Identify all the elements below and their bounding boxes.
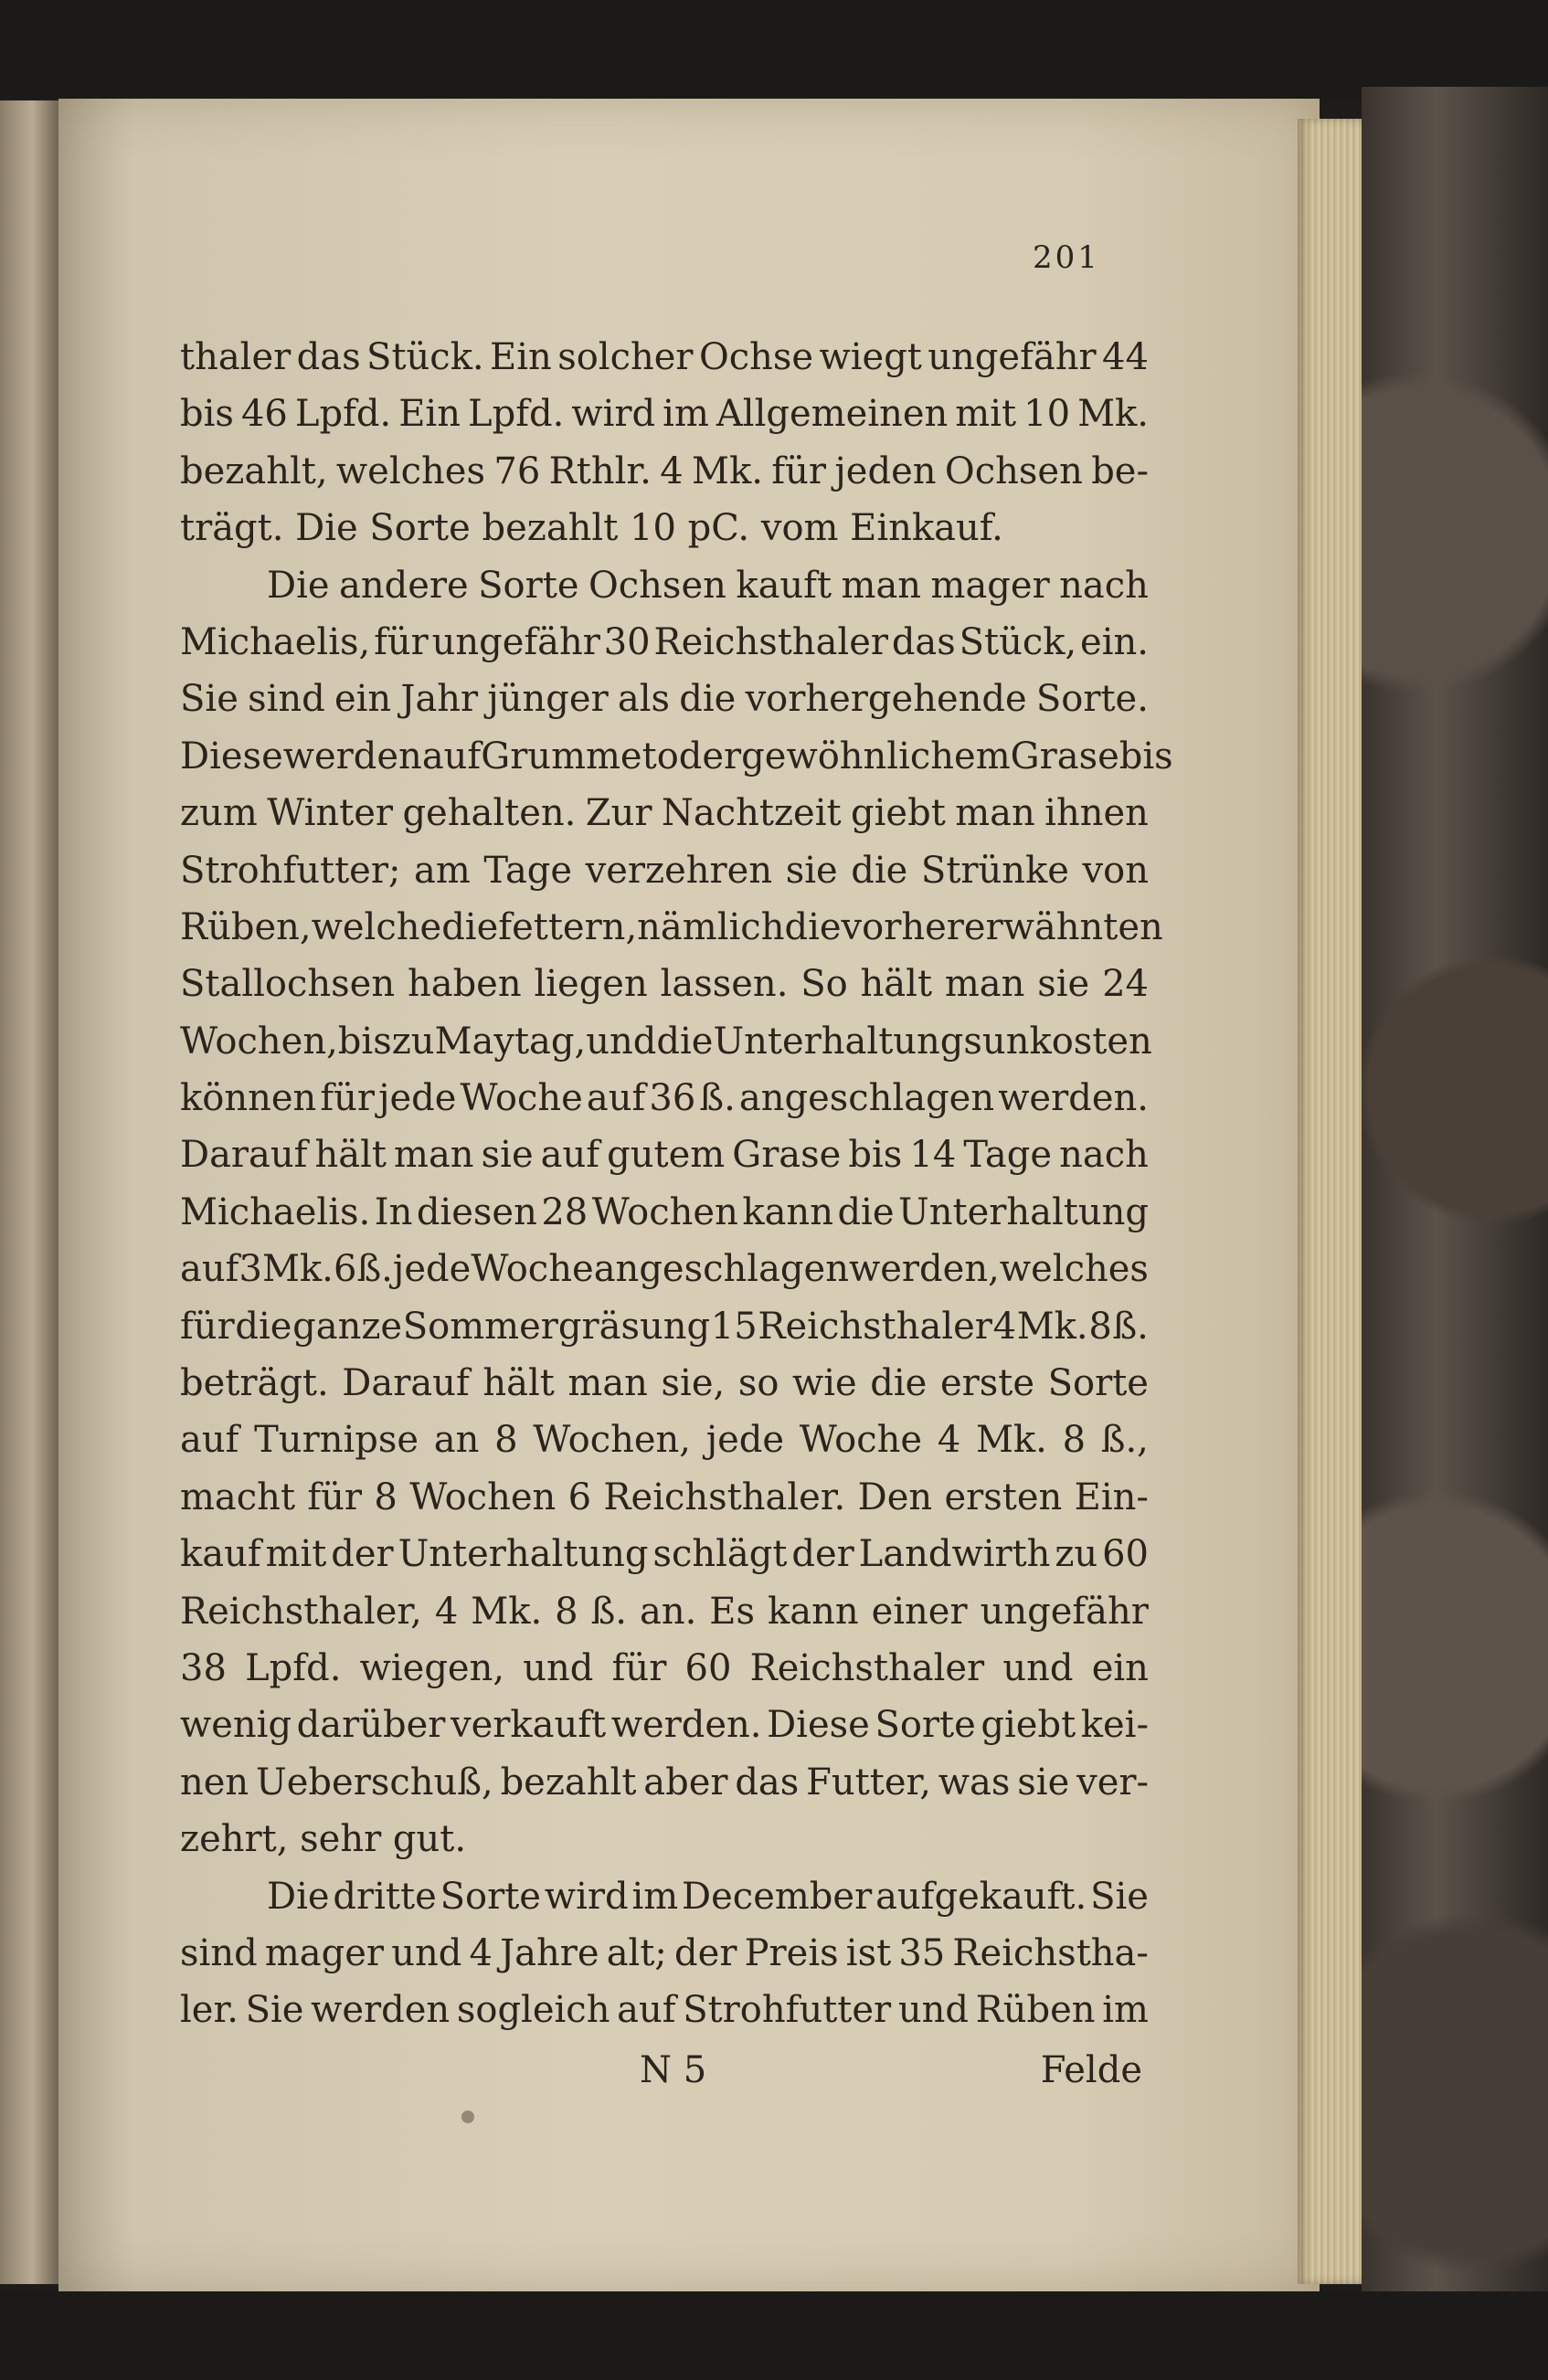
text-line: 38 Lpfd. wiegen, und für 60 Reichsthaler und ein [180, 1646, 1149, 1689]
marbled-cover [1362, 87, 1548, 2316]
text-line: für die ganze Sommergräsung 15 Reichsthaler 4 Mk. 8 ß. [180, 1305, 1149, 1348]
text-line: Reichsthaler, 4 Mk. 8 ß. an. Es kann einer ungefähr [180, 1590, 1149, 1633]
text-line: Strohfutter; am Tage verzehren sie die Strünke von [180, 849, 1149, 892]
text-line: thaler das Stück. Ein solcher Ochse wiegt ungefähr 44 [180, 336, 1149, 378]
text-line: Michaelis. In diesen 28 Wochen kann die Unterhaltung [180, 1190, 1149, 1233]
printer-signature: N 5 [640, 2049, 707, 2091]
text-line: Stallochsen haben liegen lassen. So hält man sie 24 [180, 963, 1149, 1006]
text-line: bezahlt, welches 76 Rthlr. 4 Mk. für jeden Ochsen be- [180, 450, 1149, 492]
page-block-edge [1298, 119, 1371, 2284]
text-line: beträgt. Darauf hält man sie, so wie die erste Sorte [180, 1362, 1149, 1405]
text-line: Wochen, bis zu Maytag, und die Unterhaltungsunkosten [180, 1020, 1152, 1063]
scan-background-top [0, 0, 1548, 99]
text-line: sind mager und 4 Jahre alt; der Preis ist 35 Reichstha- [180, 1931, 1149, 1974]
text-line: Die andere Sorte Ochsen kauft man mager nach [267, 564, 1149, 607]
ink-smudge [461, 2110, 474, 2123]
text-line: Die dritte Sorte wird im December aufgekauft. Sie [267, 1875, 1149, 1918]
text-line: Sie sind ein Jahr jünger als die vorhergehende Sorte. [180, 678, 1149, 721]
text-line: Rüben, welche die fettern, nämlich die vorhererwähnten [180, 905, 1163, 948]
footer-line [631, 2049, 1142, 2104]
scan-background-bottom [0, 2291, 1548, 2380]
text-line: Michaelis, für ungefähr 30 Reichsthaler das Stück, ein. [180, 620, 1149, 663]
text-line: zehrt, sehr gut. [180, 1818, 467, 1861]
text-line: bis 46 Lpfd. Ein Lpfd. wird im Allgemeinen mit 10 Mk. [180, 393, 1149, 436]
body-text [180, 329, 1173, 2039]
text-line: auf Turnipse an 8 Wochen, jede Woche 4 Mk. 8 ß., [180, 1419, 1149, 1462]
text-line: zum Winter gehalten. Zur Nachtzeit giebt man ihnen [180, 792, 1149, 835]
text-line: können für jede Woche auf 36 ß. angeschlagen werden. [180, 1077, 1149, 1120]
text-line: auf 3 Mk. 6 ß. jede Woche angeschlagen werden, welches [180, 1248, 1149, 1291]
catchword: Felde [1040, 2049, 1142, 2091]
page-number: 201 [1033, 239, 1100, 276]
text-line: Diese werden auf Grummet oder gewöhnlichem Grase bis [180, 735, 1173, 777]
text-line: trägt. Die Sorte bezahlt 10 pC. vom Einkauf. [180, 507, 1003, 550]
text-line: wenig darüber verkauft werden. Diese Sorte giebt kei- [180, 1704, 1149, 1747]
text-line: macht für 8 Wochen 6 Reichsthaler. Den ersten Ein- [180, 1476, 1149, 1518]
text-line: nen Ueberschuß, bezahlt aber das Futter, was sie ver- [180, 1761, 1149, 1804]
facing-page-edge [0, 100, 58, 2284]
text-line: kauf mit der Unterhaltung schlägt der Landwirth zu 60 [180, 1533, 1149, 1576]
text-line: Darauf hält man sie auf gutem Grase bis 14 Tage nach [180, 1134, 1149, 1177]
text-line: ler. Sie werden sogleich auf Strohfutter und Rüben im [180, 1989, 1149, 2032]
